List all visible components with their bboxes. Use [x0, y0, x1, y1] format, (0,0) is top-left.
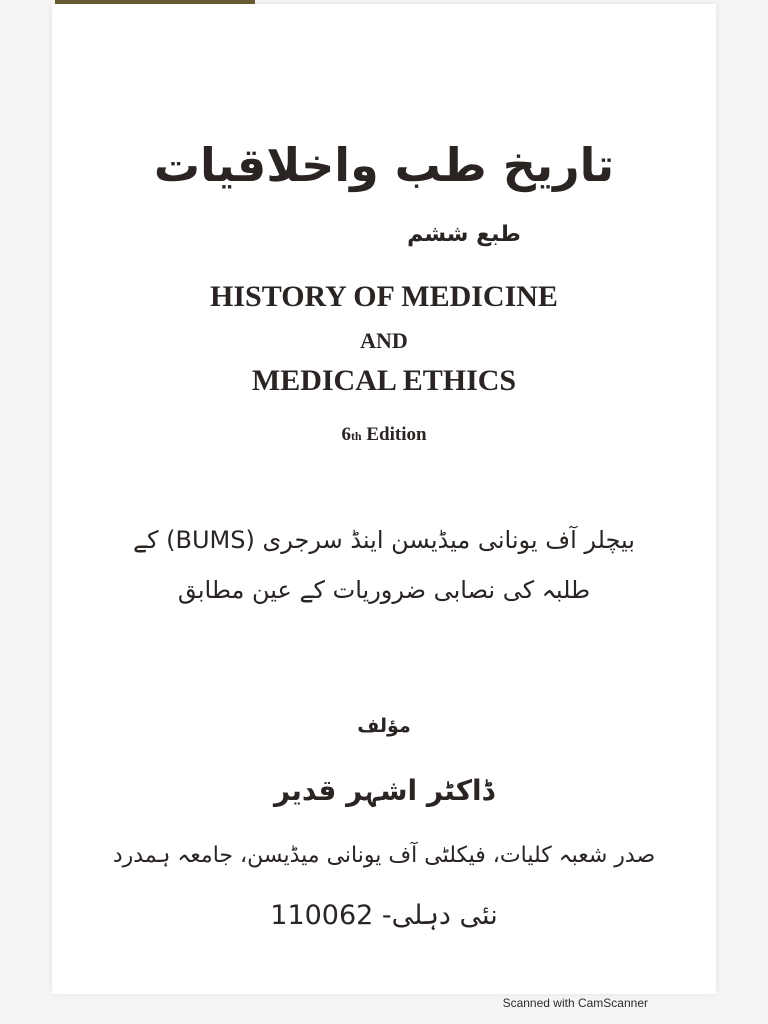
author-name: ڈاکٹر اشہر قدیر	[273, 774, 495, 807]
edition-number: 6	[341, 424, 351, 445]
english-title-line-3: MEDICAL ETHICS	[251, 364, 517, 397]
english-title-line-2: AND	[360, 328, 408, 353]
author-address: نئی دہلی- 110062	[270, 900, 498, 931]
edition-word: Edition	[366, 424, 427, 445]
description-line-2: طلبہ کی نصابی ضروریات کے عین مطابق	[177, 576, 591, 604]
scanner-watermark: Scanned with CamScanner	[502, 996, 648, 1010]
description-line-1: بیچلر آف یونانی میڈیسن اینڈ سرجری (BUMS) کے	[133, 526, 635, 554]
urdu-title: تاریخ طب واخلاقیات	[153, 138, 615, 192]
author-label: مؤلف	[357, 715, 411, 737]
urdu-edition-label: طبع ششم	[407, 222, 521, 247]
english-title-line-1: HISTORY OF MEDICINE	[210, 280, 558, 313]
english-edition	[52, 424, 716, 446]
author-affiliation: صدر شعبہ کلیات، فیکلٹی آف یونانی میڈیسن، جامعہ ہمدرد	[112, 843, 656, 868]
edition-suffix: th	[350, 429, 362, 443]
